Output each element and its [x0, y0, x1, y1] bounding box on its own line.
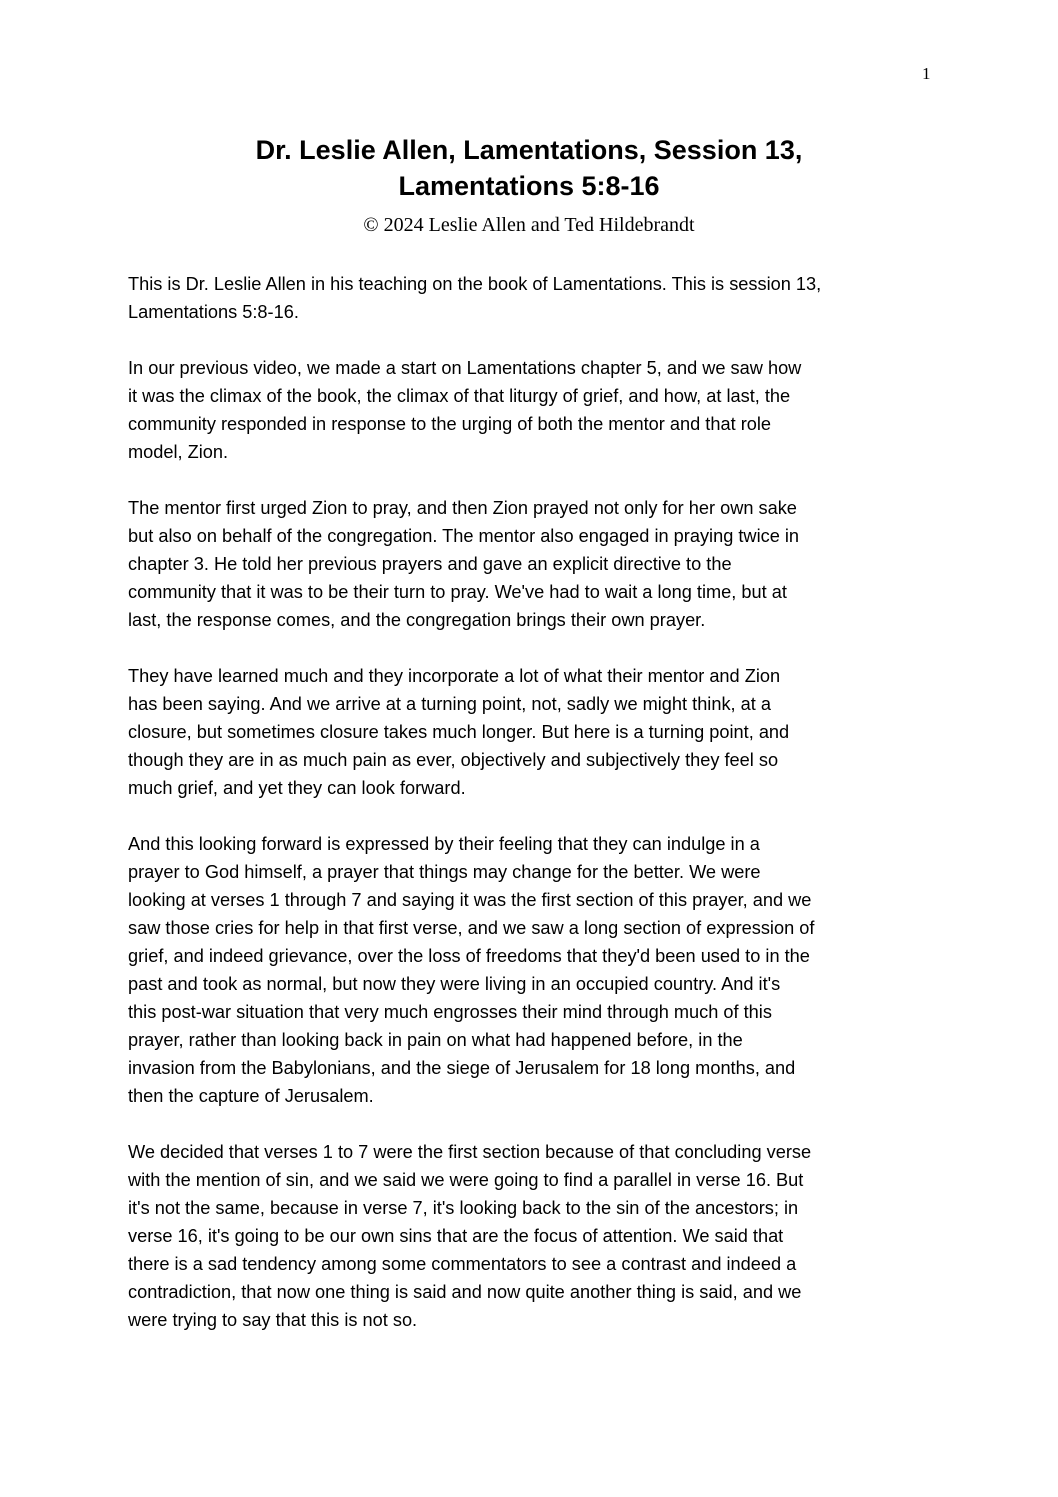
paragraph [128, 270, 948, 326]
text-line: Lamentations 5:8-16. [128, 302, 299, 322]
text-line: verse 16, it's going to be our own sins that are the focus of attention. We said that [128, 1226, 784, 1246]
text-line: contradiction, that now one thing is said and now quite another thing is said, and we [128, 1282, 802, 1302]
text-line: closure, but sometimes closure takes much longer. But here is a turning point, and [128, 722, 790, 742]
text-line: This is Dr. Leslie Allen in his teaching on the book of Lamentations. This is session 13, [128, 274, 822, 294]
text-line: looking at verses 1 through 7 and saying it was the first section of this prayer, and we [128, 890, 812, 910]
paragraph [128, 830, 948, 1110]
text-line: there is a sad tendency among some commentators to see a contrast and indeed a [128, 1254, 797, 1274]
text-line: has been saying. And we arrive at a turning point, not, sadly we might think, at a [128, 694, 772, 714]
text-line: invasion from the Babylonians, and the siege of Jerusalem for 18 long months, and [128, 1058, 796, 1078]
text-line: it's not the same, because in verse 7, it's looking back to the sin of the ancestors; in [128, 1198, 799, 1218]
paragraph [128, 662, 948, 802]
text-line: chapter 3. He told her previous prayers and gave an explicit directive to the [128, 554, 732, 574]
text-line: this post-war situation that very much engrosses their mind through much of this [128, 1002, 772, 1022]
text-line: much grief, and yet they can look forward. [128, 778, 466, 798]
text-line: it was the climax of the book, the climax of that liturgy of grief, and how, at last, the [128, 386, 791, 406]
text-line: In our previous video, we made a start on Lamentations chapter 5, and we saw how [128, 358, 802, 378]
text-line: saw those cries for help in that first verse, and we saw a long section of expression of [128, 918, 815, 938]
title-line: Dr. Leslie Allen, Lamentations, Session 13, [255, 135, 803, 165]
document-body [128, 270, 948, 1362]
text-line: were trying to say that this is not so. [128, 1310, 418, 1330]
text-line: past and took as normal, but now they were living in an occupied country. And it's [128, 974, 781, 994]
text-line: last, the response comes, and the congregation brings their own prayer. [128, 610, 706, 630]
text-line: but also on behalf of the congregation. The mentor also engaged in praying twice in [128, 526, 800, 546]
text-line: They have learned much and they incorporate a lot of what their mentor and Zion [128, 666, 781, 686]
page-number: 1 [922, 64, 931, 83]
document-title [0, 132, 1058, 204]
paragraph [128, 354, 948, 466]
copyright-notice: © 2024 Leslie Allen and Ted Hildebrandt [363, 214, 695, 236]
text-line: grief, and indeed grievance, over the loss of freedoms that they'd been used to in the [128, 946, 810, 966]
text-line: prayer to God himself, a prayer that things may change for the better. We were [128, 862, 761, 882]
text-line: with the mention of sin, and we said we were going to find a parallel in verse 16. But [128, 1170, 804, 1190]
text-line: community that it was to be their turn to pray. We've had to wait a long time, but at [128, 582, 787, 602]
text-line: prayer, rather than looking back in pain on what had happened before, in the [128, 1030, 743, 1050]
text-line: And this looking forward is expressed by their feeling that they can indulge in a [128, 834, 760, 854]
text-line: The mentor first urged Zion to pray, and then Zion prayed not only for her own sake [128, 498, 797, 518]
paragraph [128, 494, 948, 634]
text-line: then the capture of Jerusalem. [128, 1086, 374, 1106]
text-line: though they are in as much pain as ever, objectively and subjectively they feel so [128, 750, 779, 770]
title-line: Lamentations 5:8-16 [398, 171, 660, 201]
text-line: community responded in response to the urging of both the mentor and that role [128, 414, 772, 434]
text-line: model, Zion. [128, 442, 229, 462]
paragraph [128, 1138, 948, 1334]
text-line: We decided that verses 1 to 7 were the first section because of that concluding verse [128, 1142, 812, 1162]
